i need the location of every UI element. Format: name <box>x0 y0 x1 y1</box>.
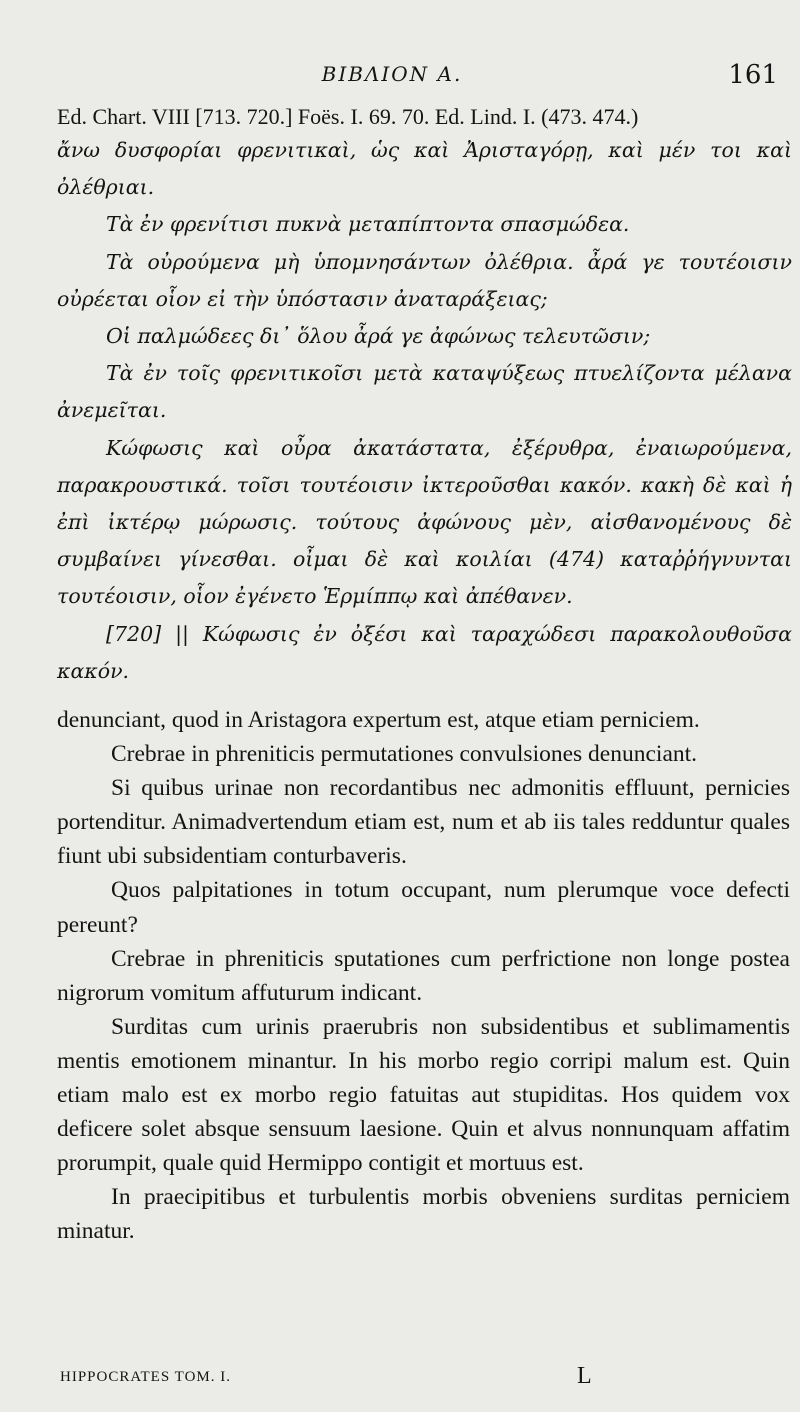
edition-reference-line: Ed. Chart. VIII [713. 720.] Foës. I. 69. 70. Ed. Lind. I. (473. 474.) <box>57 104 639 129</box>
page-footer <box>60 1363 700 1395</box>
latin-paragraph: Crebrae in phreniticis sputationes cum perfrictione non longe postea nigrorum vomitum affuturum indicant. <box>57 945 790 1006</box>
greek-paragraph: [720] || Κώφωσις ἐν ὀξέσι καὶ ταραχώδεσι παρακολουθοῦσα κακόν. <box>57 621 792 683</box>
greek-paragraph: Τὰ ἐν φρενίτισι πυκνὰ μεταπίπτοντα σπασμώδεα. <box>106 212 630 237</box>
latin-paragraph: Surditas cum urinis praerubris non subsidentibus et sublimamentis mentis emotionem minantur. In his morbo regio corripi malum est. Quin etiam malo est ex morbo regio fatuitas aut stupiditas. Hos quidem vox deficere solet absque sensuum laesione. Quin et alvus nonnunquam affatim prorumpit, quale quid Hermippo contigit et mortuus est. <box>57 1013 790 1177</box>
greek-paragraph: Τὰ ἐν τοῖς φρενιτικοῖσι μετὰ καταψύξεως πτυελίζοντα μέλανα ἀνεμεῖται. <box>57 361 792 423</box>
latin-text-block <box>57 703 790 1249</box>
greek-paragraph: Κώφωσις καὶ οὖρα ἀκατάστατα, ἐξέρυθρα, ἐναιωρούμενα, παρακρουστικά. τοῖσι τουτέοισιν ἰκτεροῦσθαι κακόν. κακὴ δὲ καὶ ἡ ἐπὶ ἰκτέρῳ μώρωσις. τούτους ἀφώνους μὲν, αἰσθανομένους δὲ συμβαίνει γίνεσθαι. οἶμαι δὲ καὶ κοιλίαι (474) καταῤῥήγνυνται τουτέοισιν, οἷον ἐγένετο Ἑρμίππῳ καὶ ἀπέθανεν. <box>57 435 792 609</box>
signature-mark: HIPPOCRATES TOM. I. <box>60 1369 231 1385</box>
page-number: 161 <box>728 60 778 90</box>
greek-paragraph: Τὰ οὐρούμενα μὴ ὑπομνησάντων ὀλέθρια. ἆρά γε τουτέοισιν οὐρέεται οἷον εἰ τὴν ὑπόστασιν ἀναταράξειας; <box>57 249 792 311</box>
latin-paragraph: In praecipitibus et turbulentis morbis obveniens surditas perniciem minatur. <box>57 1184 790 1245</box>
greek-paragraph: Οἱ παλμώδεες δι᾽ ὅλου ἆρά γε ἀφώνως τελευτῶσιν; <box>106 324 651 349</box>
latin-paragraph: Quos palpitationes in totum occupant, num plerumque voce defecti pereunt? <box>57 877 790 938</box>
greek-paragraph: ἄνω δυσφορίαι φρενιτικαὶ, ὡς καὶ Ἀρισταγόρῃ, καὶ μέν τοι καὶ ὀλέθριαι. <box>57 138 792 200</box>
latin-paragraph: Si quibus urinae non recordantibus nec admonitis effluunt, pernicies portenditur. Animadvertendum etiam est, num et ab iis tales redduntur quales fiunt ubi subsidentiam conturbaveris. <box>57 775 790 870</box>
page-header <box>0 58 800 98</box>
gathering-letter: L <box>577 1363 592 1389</box>
latin-paragraph: denunciant, quod in Aristagora expertum est, atque etiam perniciem. <box>57 707 700 733</box>
greek-text-block <box>57 132 792 690</box>
running-title: ΒΙΒΛΙΟΝ Α. <box>321 62 463 86</box>
latin-paragraph: Crebrae in phreniticis permutationes convulsiones denunciant. <box>111 741 698 768</box>
